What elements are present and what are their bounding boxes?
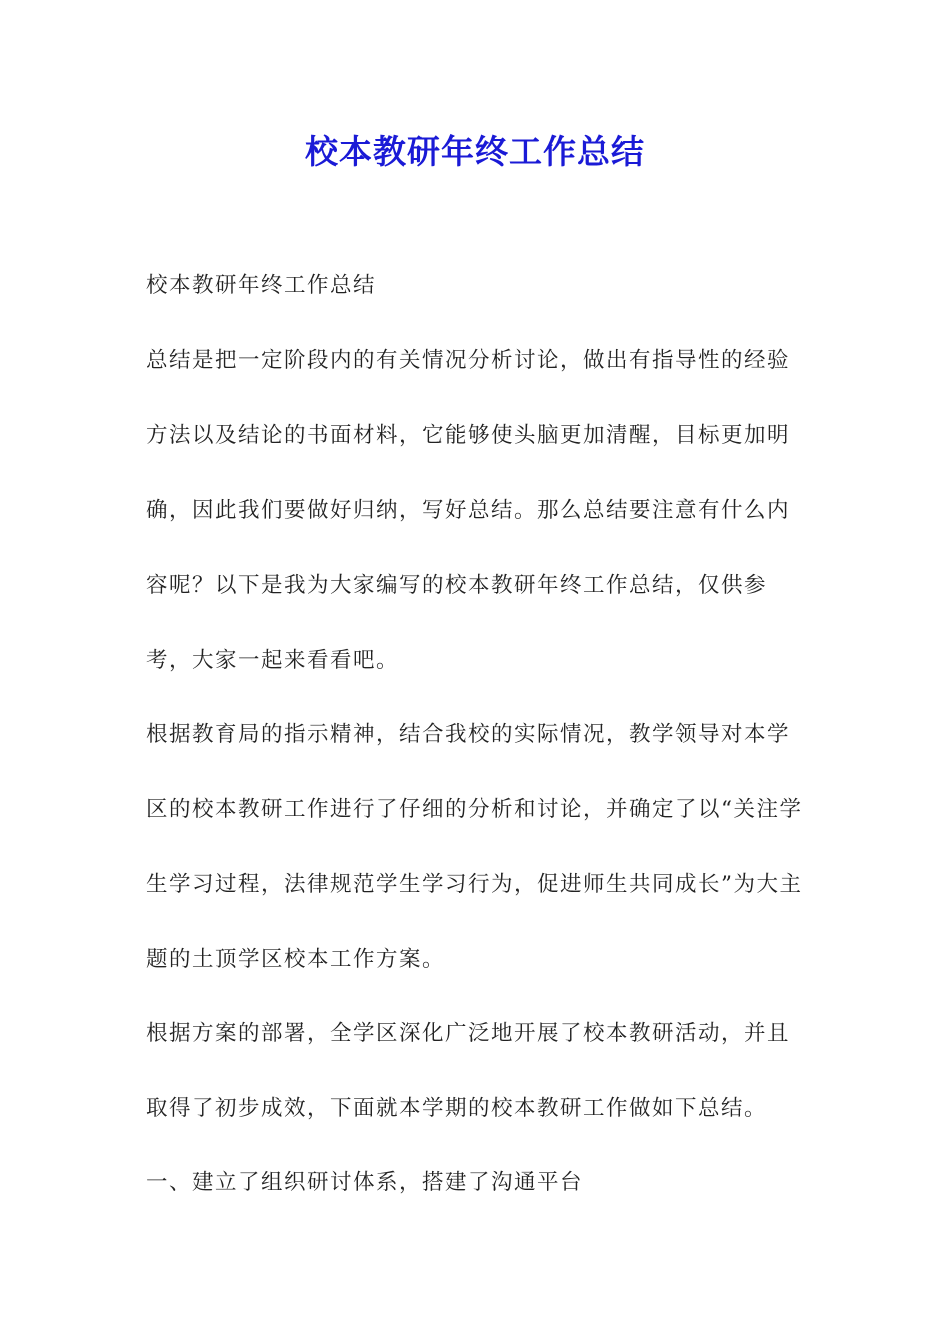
document-title: 校本教研年终工作总结	[305, 132, 645, 171]
paragraph-intro: 总结是把一定阶段内的有关情况分析讨论，做出有指导性的经验方法以及结论的书面材料，它能够使头脑更加清醒，目标更加明确，因此我们要做好归纳，写好总结。那么总结要注意有什么内容呢？以下是我为大家编写的校本教研年终工作总结，仅供参考，大家一起来看看吧。	[146, 348, 791, 673]
paragraph-summary-lead: 根据方案的部署，全学区深化广泛地开展了校本教研活动，并且取得了初步成效，下面就本学期的校本教研工作做如下总结。	[146, 1021, 791, 1121]
paragraph-background: 根据教育局的指示精神，结合我校的实际情况，教学领导对本学区的校本教研工作进行了仔细的分析和讨论，并确定了以“关注学生学习过程，法律规范学生学习行为，促进师生共同成长”为大主题的土顶学区校本工作方案。	[146, 722, 803, 972]
document-subtitle: 校本教研年终工作总结	[146, 273, 377, 298]
section-heading-one: 一、建立了组织研讨体系，搭建了沟通平台	[146, 1170, 584, 1195]
